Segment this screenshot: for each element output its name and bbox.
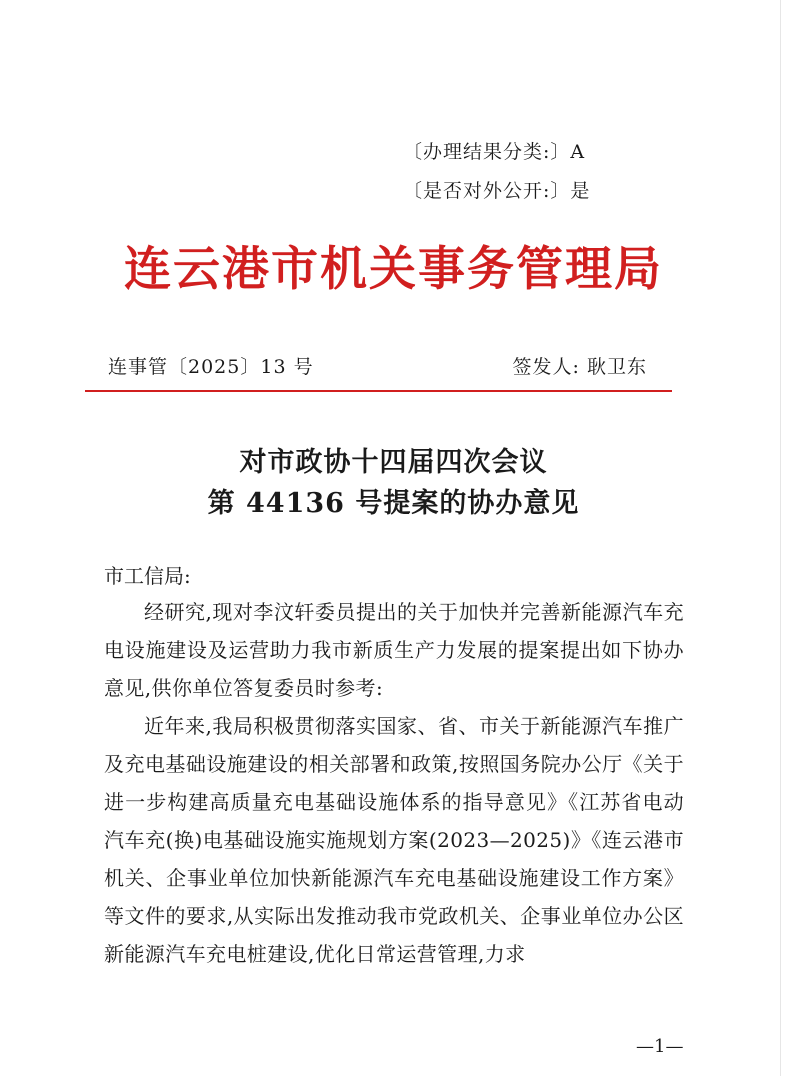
- document-title-line-2: 第 44136 号提案的协办意见: [207, 488, 580, 519]
- document-body: [104, 593, 684, 973]
- result-category: 〔办理结果分类:〕A: [403, 141, 586, 163]
- paragraph: 近年来,我局积极贯彻落实国家、省、市关于新能源汽车推广及充电基础设施建设的相关部署和政策,按照国务院办公厅《关于进一步构建高质量充电基础设施体系的指导意见》《江苏省电动汽车充(换)电基础设施实施规划方案(2023—2025)》《连云港市机关、企事业单位加快新能源汽车充电基础设施建设工作方案》等文件的要求,从实际出发推动我市党政机关、企事业单位办公区新能源汽车充电桩建设,优化日常运营管理,力求: [104, 714, 684, 966]
- document-number: 连事管〔2025〕13 号: [108, 356, 314, 378]
- salutation: 市工信局:: [104, 564, 191, 588]
- red-divider: [85, 390, 672, 392]
- public-disclosure: 〔是否对外公开:〕是: [403, 180, 591, 202]
- issuing-organization: 连云港市机关事务管理局: [124, 242, 663, 297]
- page-number: —1—: [636, 1036, 684, 1057]
- paragraph: 经研究,现对李汶轩委员提出的关于加快并完善新能源汽车充电设施建设及运营助力我市新质生产力发展的提案提出如下协办意见,供你单位答复委员时参考:: [104, 600, 684, 700]
- page-edge: [780, 0, 781, 1076]
- document-title-line-1: 对市政协十四届四次会议: [239, 447, 548, 478]
- signer: 签发人: 耿卫东: [512, 356, 647, 378]
